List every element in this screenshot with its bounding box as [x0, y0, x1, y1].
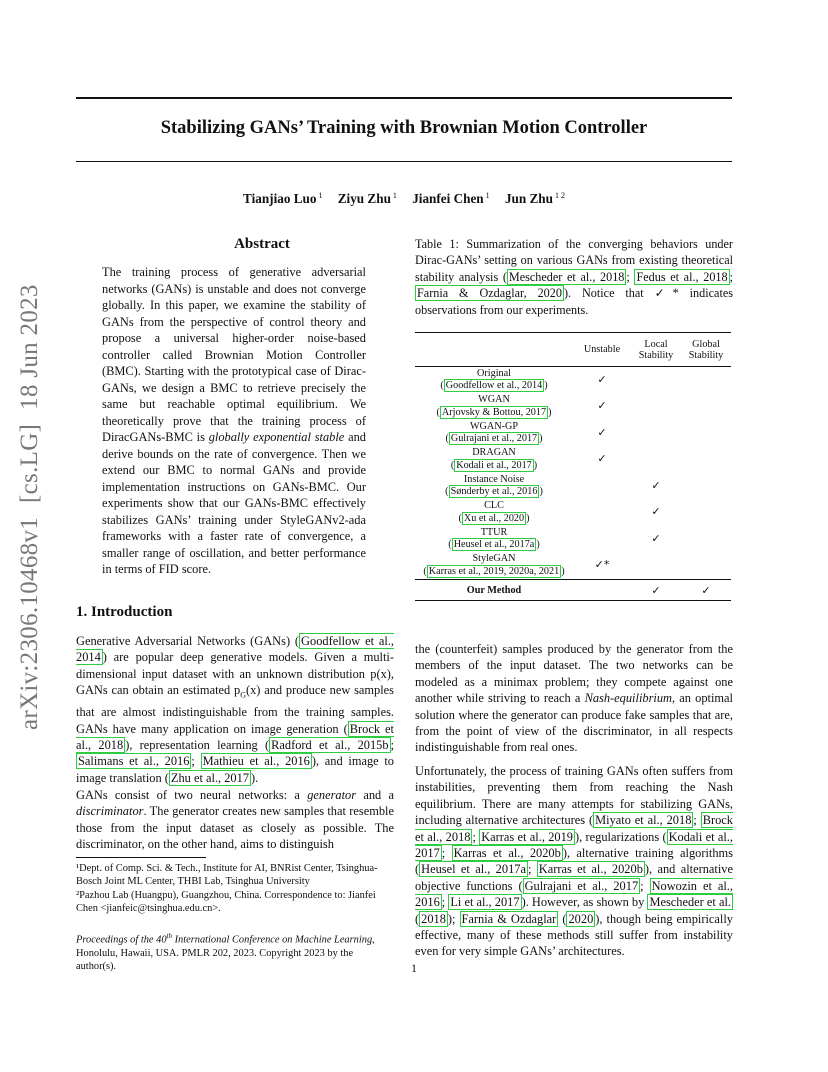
- paper-title: Stabilizing GANs’ Training with Brownian Motion Controller: [160, 118, 648, 138]
- unstable-cell: [573, 500, 631, 527]
- citation-link[interactable]: Kodali et al., 2017: [415, 829, 733, 861]
- method-cell: [415, 473, 573, 500]
- table-row: [415, 420, 731, 447]
- arxiv-watermark: [16, 284, 56, 730]
- table-row: [415, 526, 731, 553]
- method-name: WGAN-GP: [469, 420, 519, 432]
- method-cell: [415, 394, 573, 421]
- citation-link[interactable]: Brock et al., 2018: [76, 721, 394, 752]
- citation-link[interactable]: Brock et al., 2018: [415, 813, 733, 844]
- header-global-stability: Global Stability: [688, 338, 724, 361]
- citation-link[interactable]: Heusel et al., 2017a: [421, 862, 526, 877]
- intro-paragraph-2: GANs consist of two neural networks: a generator and a discriminator. The generator creates new samples that resemble those from the input dataset as closely as possible. The discriminator, on the other hand, aims to distinguish: [76, 788, 394, 852]
- global-cell: [681, 473, 731, 500]
- header-unstable: Unstable: [583, 344, 621, 355]
- proceedings-note: Proceedings of the 40th International Conference on Machine Learning, Honolulu, Hawaii, USA. PMLR 202, 2023. Copyright 2023 by the author(s).: [76, 932, 375, 973]
- citation-link[interactable]: Zhu et al., 2017: [170, 770, 250, 785]
- citation-link[interactable]: Farnia & Ozdaglar: [461, 911, 557, 926]
- global-cell: [681, 500, 731, 527]
- method-citation-wrap: ( Sønderby et al., 2016 ): [445, 486, 543, 498]
- top-rule: [76, 97, 732, 99]
- method-citation-wrap: ( Karras et al., 2019, 2020a, 2021 ): [423, 565, 565, 577]
- arxiv-category: [cs.LG]: [16, 423, 43, 503]
- table-row: [415, 447, 731, 474]
- citation-link[interactable]: Salimans et al., 2016: [78, 754, 190, 769]
- unstable-cell: [573, 473, 631, 500]
- method-citation-wrap: ( Goodfellow et al., 2014 ): [440, 380, 548, 392]
- citation-link[interactable]: Karras et al., 2019, 2020a, 2021: [428, 565, 560, 577]
- citation-link[interactable]: Radford et al., 2015b: [271, 737, 389, 752]
- arxiv-id: arXiv:2306.10468v1: [16, 516, 43, 730]
- method-citation-wrap: ( Kodali et al., 2017 ): [450, 459, 538, 471]
- citation-link[interactable]: Miyato et al., 2018: [595, 813, 692, 828]
- header-local-stability: Local Stability: [638, 338, 674, 361]
- global-cell: [681, 420, 731, 447]
- abstract-text: The training process of generative adversarial networks (GANs) is unstable and does not converge globally. In this paper, we examine the stability of GANs from the perspective of control theory and propose a universal higher-order noise-based controller called Brownian Motion Controller (BMC). Starting with the prototypical case of Dirac-GANs, we design a BMC to retrieve precisely the same but reachable optimal equilibrium. We theoretically prove that the training process of DiracGANs-BMC is globally exponential stable and derive bounds on the rate of convergence. Then we extend our BMC to normal GANs and provide implementation instructions on GANs-BMC. Our experiments show that our GANs-BMC effectively stabilizes GANs’ training under StyleGANv2-ada frameworks with a faster rate of convergence, a smaller range of oscillation, and better performance in terms of FID score.: [102, 265, 366, 576]
- citation-link[interactable]: Goodfellow et al., 2014: [445, 380, 543, 392]
- table-row: [415, 500, 731, 527]
- local-cell: [631, 553, 681, 580]
- header-empty: [415, 333, 573, 367]
- method-name: Our Method: [466, 584, 522, 596]
- footnote-rule: [76, 857, 206, 858]
- method-cell: [415, 447, 573, 474]
- local-cell: [631, 447, 681, 474]
- table-row: [415, 394, 731, 421]
- section-heading: 1. Introduction: [76, 604, 173, 620]
- method-name: CLC: [484, 500, 504, 512]
- table-row-our-method: [415, 580, 731, 601]
- global-cell: [681, 526, 731, 553]
- unstable-cell: ✓*: [594, 558, 610, 572]
- method-cell: [415, 526, 573, 553]
- citation-link[interactable]: 2020: [568, 911, 594, 926]
- method-cell: [415, 367, 573, 394]
- method-citation-wrap: ( Gulrajani et al., 2017 ): [445, 433, 543, 445]
- method-cell: [415, 553, 573, 580]
- unstable-cell: [573, 580, 631, 601]
- method-name: DRAGAN: [472, 447, 516, 459]
- citation-link[interactable]: Mescheder et al., 2018: [508, 269, 625, 284]
- citation-link[interactable]: Goodfellow et al., 2014: [76, 634, 394, 665]
- method-name: WGAN: [478, 394, 510, 406]
- author: Ziyu Zhu $^1$: [337, 191, 397, 207]
- local-cell: [631, 420, 681, 447]
- method-citation-wrap: ( Heusel et al., 2017a ): [448, 539, 540, 551]
- method-name: Original: [477, 367, 511, 379]
- table-row: [415, 553, 731, 580]
- citation-link[interactable]: Li et al., 2017: [450, 895, 520, 910]
- local-cell: ✓: [651, 505, 661, 519]
- title-rule: [76, 161, 732, 162]
- author: Jianfei Chen $^1$: [412, 191, 490, 207]
- citation-link[interactable]: Nowozin et al., 2016: [415, 878, 733, 910]
- citation-link[interactable]: 2018: [421, 911, 446, 926]
- citation-link[interactable]: Mathieu et al., 2016: [202, 754, 310, 769]
- citation-link[interactable]: Farnia & Ozdaglar, 2020: [417, 286, 562, 301]
- table-row: [415, 473, 731, 500]
- global-cell: [681, 367, 731, 394]
- intro-paragraph-4: Unfortunately, the process of training GANs often suffers from instabilities, preventing them from reaching the Nash equilibrium. There are many attempts for stabilizing GANs, including alternative architectures ( Miyato et al., 2018 ; Brock et al., 2018 ; Karras et al., 2019 ), regularizations ( Kodali et al., 2017 ; Karras et al., 2020b ), alternative training algorithms ( Heusel et al., 2017a ; Karras et al., 2020b ), and alternative objective functions ( Gulrajani et al., 2017 ; Nowozin et al., 2016 ; Li et al., 2017 ). However, as shown by Mescheder et al. ( 2018 ); Farnia & Ozdaglar ( 2020 ), though being empirically effective, many of these methods still suffer from instability even for very simple GANs’ architectures.: [415, 764, 734, 959]
- citation-link[interactable]: Arjovsky & Bottou, 2017: [441, 406, 547, 418]
- citation-link[interactable]: Karras et al., 2019: [481, 829, 574, 844]
- unstable-cell: ✓: [597, 399, 607, 413]
- footnote: ¹Dept. of Comp. Sci. & Tech., Institute for AI, BNRist Center, Tsinghua-Bosch Joint ML Center, THBI Lab, Tsinghua University ²Pazhou Lab (Huangpu), Guangzhou, China. Correspondence to: Jianfei Chen <jianfeic@tsinghua.edu.cn>.: [76, 863, 378, 915]
- unstable-cell: ✓: [597, 372, 607, 386]
- table-row: [415, 367, 731, 394]
- abstract-heading: Abstract: [234, 236, 290, 252]
- global-cell: ✓: [701, 583, 711, 597]
- author-list: [76, 191, 732, 207]
- method-cell: [415, 420, 573, 447]
- intro-paragraph-3: the (counterfeit) samples produced by the generator from the members of the input dataset. The two networks can be modeled as a minimax problem; they compete against one another while striving to reach a Nash-equilibrium, an optimal solution where the generator can produce fake samples that are, from the point of view of the discriminator, in all respects indistinguishable from real ones.: [415, 642, 733, 755]
- method-citation-wrap: ( Xu et al., 2020 ): [458, 512, 530, 524]
- page-number: 1: [411, 961, 417, 975]
- summary-table: [415, 332, 731, 601]
- table-caption: Table 1: Summarization of the converging behaviors under Dirac-GANs’ setting on various GANs from existing theoretical stability analysis ( Mescheder et al., 2018 ; Fedus et al., 2018 ; Farnia & Ozdaglar, 2020 ). Notice that ✓* indicates observations from our experiments.: [415, 237, 733, 317]
- method-name: StyleGAN: [472, 553, 516, 565]
- method-citation-wrap: ( Arjovsky & Bottou, 2017 ): [436, 406, 552, 418]
- intro-paragraph-1: Generative Adversarial Networks (GANs) ( Goodfellow et al., 2014 ) are popular deep generative models. Given a multi-dimensional input dataset with an unknown distribution p(x), GANs can obtain an estimated $p_G(x)$ and produce new samples that are almost indistinguishable from the training samples. GANs have many application on image generation ( Brock et al., 2018 ), representation learning ( Radford et al., 2015b ; Salimans et al., 2016 ; Mathieu et al., 2016 ), and image to image translation ( Zhu et al., 2017 ).: [76, 634, 395, 785]
- citation-link[interactable]: Karras et al., 2020b: [538, 862, 643, 877]
- citation-link[interactable]: Fedus et al., 2018: [636, 269, 728, 284]
- citation-link[interactable]: Sønderby et al., 2016: [450, 486, 538, 498]
- local-cell: ✓: [651, 531, 661, 545]
- local-cell: ✓: [651, 478, 661, 492]
- unstable-cell: ✓: [597, 452, 607, 466]
- citation-link[interactable]: Mescheder et al.: [649, 895, 731, 910]
- author: Tianjiao Luo $^1$: [243, 191, 323, 207]
- citation-link[interactable]: Heusel et al., 2017a: [453, 539, 535, 551]
- citation-link[interactable]: Gulrajani et al., 2017: [524, 878, 639, 893]
- citation-link[interactable]: Karras et al., 2020b: [453, 846, 561, 861]
- citation-link[interactable]: Kodali et al., 2017: [456, 459, 532, 471]
- citation-link[interactable]: Gulrajani et al., 2017: [450, 433, 538, 445]
- unstable-cell: [573, 526, 631, 553]
- author: Jun Zhu $^{1 2}$: [504, 191, 565, 207]
- local-cell: ✓: [651, 583, 661, 597]
- global-cell: [681, 553, 731, 580]
- global-cell: [681, 447, 731, 474]
- method-name: TTUR: [480, 526, 508, 538]
- method-cell: [415, 500, 573, 527]
- method-name: Instance Noise: [463, 473, 525, 485]
- arxiv-date: 18 Jun 2023: [16, 284, 43, 410]
- citation-link[interactable]: Xu et al., 2020: [463, 512, 525, 524]
- local-cell: [631, 367, 681, 394]
- global-cell: [681, 394, 731, 421]
- local-cell: [631, 394, 681, 421]
- unstable-cell: ✓: [597, 425, 607, 439]
